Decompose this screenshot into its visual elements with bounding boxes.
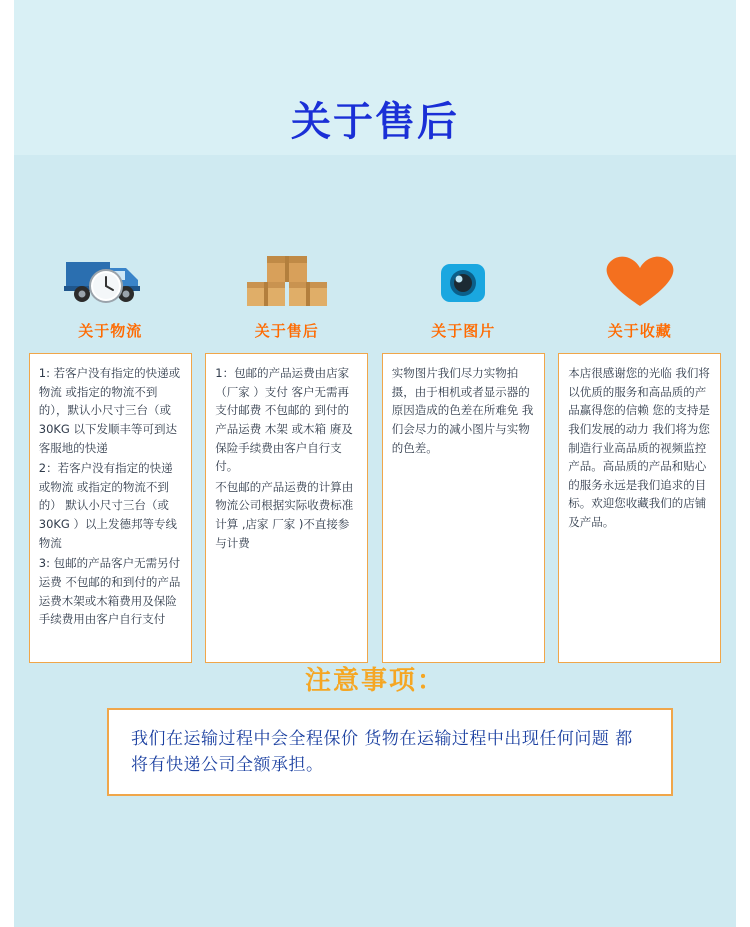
info-line: 实物图片我们尽力实物拍摄，由于相机或者显示器的原因造成的色差在所难免 我们会尽力的减小图片与实物的色差。: [391, 366, 534, 455]
info-column-text-box: [382, 353, 545, 663]
info-column-label: 关于物流: [78, 322, 143, 340]
camera-icon: [433, 240, 493, 310]
info-column-label: 关于图片: [431, 322, 496, 340]
info-column-text-box: [558, 353, 721, 663]
info-line: 本店很感谢您的光临 我们将以优质的服务和高品质的产品赢得您的信赖 您的支持是我们发展的动力 我们将为您制造行业高品质的视频监控产品。高品质的产品和贴心的服务永远是我们追求的目标。欢迎您收藏我们的店铺及产品。: [568, 366, 710, 529]
info-column-pictures: [375, 240, 552, 663]
info-column-label: 关于售后: [254, 322, 319, 340]
notice-title: 注意事项：: [304, 666, 445, 696]
page-title: 关于售后: [291, 99, 459, 145]
notice-box: [107, 708, 673, 796]
info-column-text-box: [29, 353, 192, 663]
info-columns: [22, 240, 728, 663]
info-line: 不包邮的产品运费的计算由物流公司根据实际收费标准计算 ,店家 厂家 )不直接参与计费: [215, 479, 354, 550]
heart-icon: [597, 240, 683, 310]
info-line: 1：包邮的产品运费由店家（厂家 ）支付 客户无需再支付邮费 不包邮的 到付的产品运费 木架 或木箱 赓及保险手续费由客户自行支付。: [215, 366, 353, 474]
truck-icon: [62, 240, 158, 310]
notice-text: 我们在运输过程中会全程保价 货物在运输过程中出现任何问题 都将有快递公司全额承担。: [131, 728, 633, 775]
info-column-text-box: [205, 353, 368, 663]
info-line: 3: 包邮的产品客户无需另付运费 不包邮的和到付的产品运费木架或木箱费用及保险手续费用由客户自行支付: [38, 556, 181, 627]
info-column-aftersale: [199, 240, 376, 663]
info-column-label: 关于收藏: [607, 322, 672, 340]
parcel-icon: [241, 240, 333, 310]
info-column-logistics: [22, 240, 199, 663]
info-line: 2：若客户没有指定的快递或物流 或指定的物流不到的） 默认小尺寸三台（或 30KG ）以上发德邦等专线物流: [38, 461, 177, 550]
info-line: 1: 若客户没有指定的快递或物流 或指定的物流不到的），默认小尺寸三台（或 30KG 以下发顺丰等可到达客服地的快递: [38, 366, 181, 455]
info-column-favorites: [552, 240, 729, 663]
